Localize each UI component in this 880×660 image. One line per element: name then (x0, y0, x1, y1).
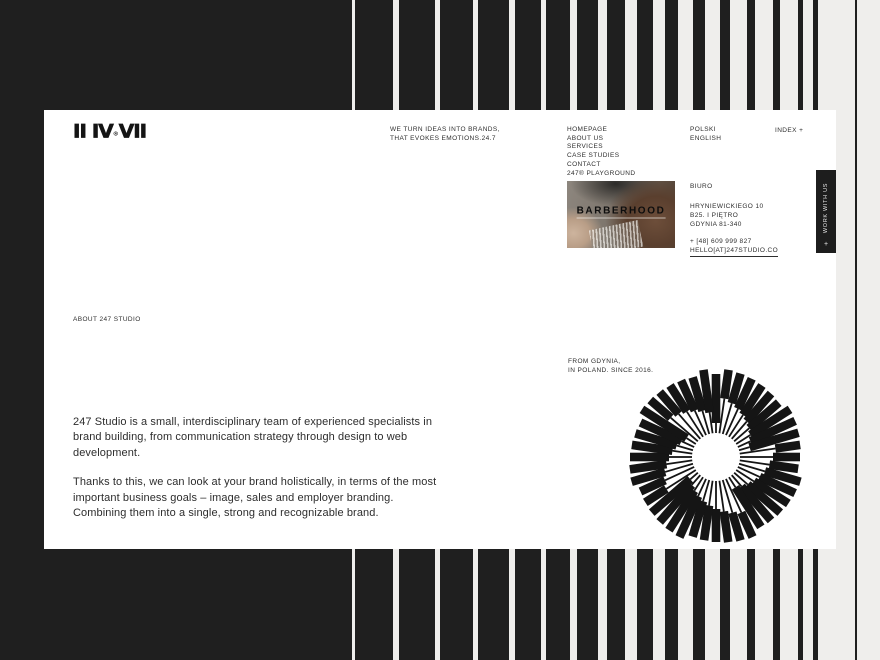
lang-english[interactable]: ENGLISH (690, 134, 722, 142)
nav-item-contact[interactable]: CONTACT (567, 160, 601, 168)
office-label: BIURO (690, 183, 713, 190)
registered-icon: ® (112, 131, 119, 138)
nav-item-case-studies[interactable]: CASE STUDIES (567, 152, 620, 160)
address-line1: HRYNIEWICKIEGO 10 (690, 202, 764, 210)
tagline-line2: THAT EVOKES EMOTIONS.24.7 (390, 134, 496, 142)
work-with-us-tab[interactable] (816, 170, 836, 253)
nav-item-playground[interactable]: 247® PLAYGROUND (567, 169, 636, 177)
lang-polski[interactable]: POLSKI (690, 126, 716, 133)
plus-icon: + (823, 241, 829, 248)
office-contact (690, 237, 778, 257)
featured-case-photo[interactable] (567, 181, 675, 248)
logo-part2: VII (118, 120, 147, 143)
address-line2: B25. I PIĘTRO (690, 211, 739, 219)
logo-247[interactable] (73, 120, 146, 142)
tagline-line1: WE TURN IDEAS INTO BRANDS, (390, 126, 500, 133)
office-info (690, 183, 778, 257)
work-with-us-label: WORK WITH US (823, 182, 829, 234)
phone-link[interactable]: + [48] 609 999 827 (690, 237, 752, 245)
index-link[interactable]: INDEX + (775, 127, 804, 134)
language-switcher (690, 126, 721, 143)
email-link[interactable]: HELLO[AT]247STUDIO.CO (690, 246, 778, 257)
background-bar (855, 0, 857, 660)
nav-item-homepage[interactable]: HOMEPAGE (567, 126, 608, 133)
tagline (390, 126, 520, 143)
address-line3: GDYNIA 81-340 (690, 220, 742, 228)
barber-cape-stripes (589, 220, 643, 248)
section-label-about: ABOUT 247 STUDIO (73, 316, 141, 323)
about-paragraph-2: Thanks to this, we can look at your brand holistically, in terms of the most important business goals – image, sales and employer branding. Combining them into a single, strong and recognizable brand. (73, 476, 437, 520)
main-card (44, 110, 836, 549)
office-address (690, 202, 778, 229)
about-copy (73, 415, 441, 521)
about-paragraph-1: 247 Studio is a small, interdisciplinary team of experienced specialists in brand building, from communication strategy through design to web development. (73, 416, 433, 459)
logo-part1: II IV (73, 120, 113, 143)
origin-line2: IN POLAND. SINCE 2016. (568, 366, 654, 374)
photo-caption: BARBERHOOD (576, 205, 666, 217)
nav-item-about-us[interactable]: ABOUT US (567, 134, 604, 142)
origin-line1: FROM GDYNIA, (568, 358, 621, 365)
main-nav (567, 126, 635, 178)
sunburst-graphic (621, 362, 811, 552)
nav-item-services[interactable]: SERVICES (567, 143, 603, 151)
